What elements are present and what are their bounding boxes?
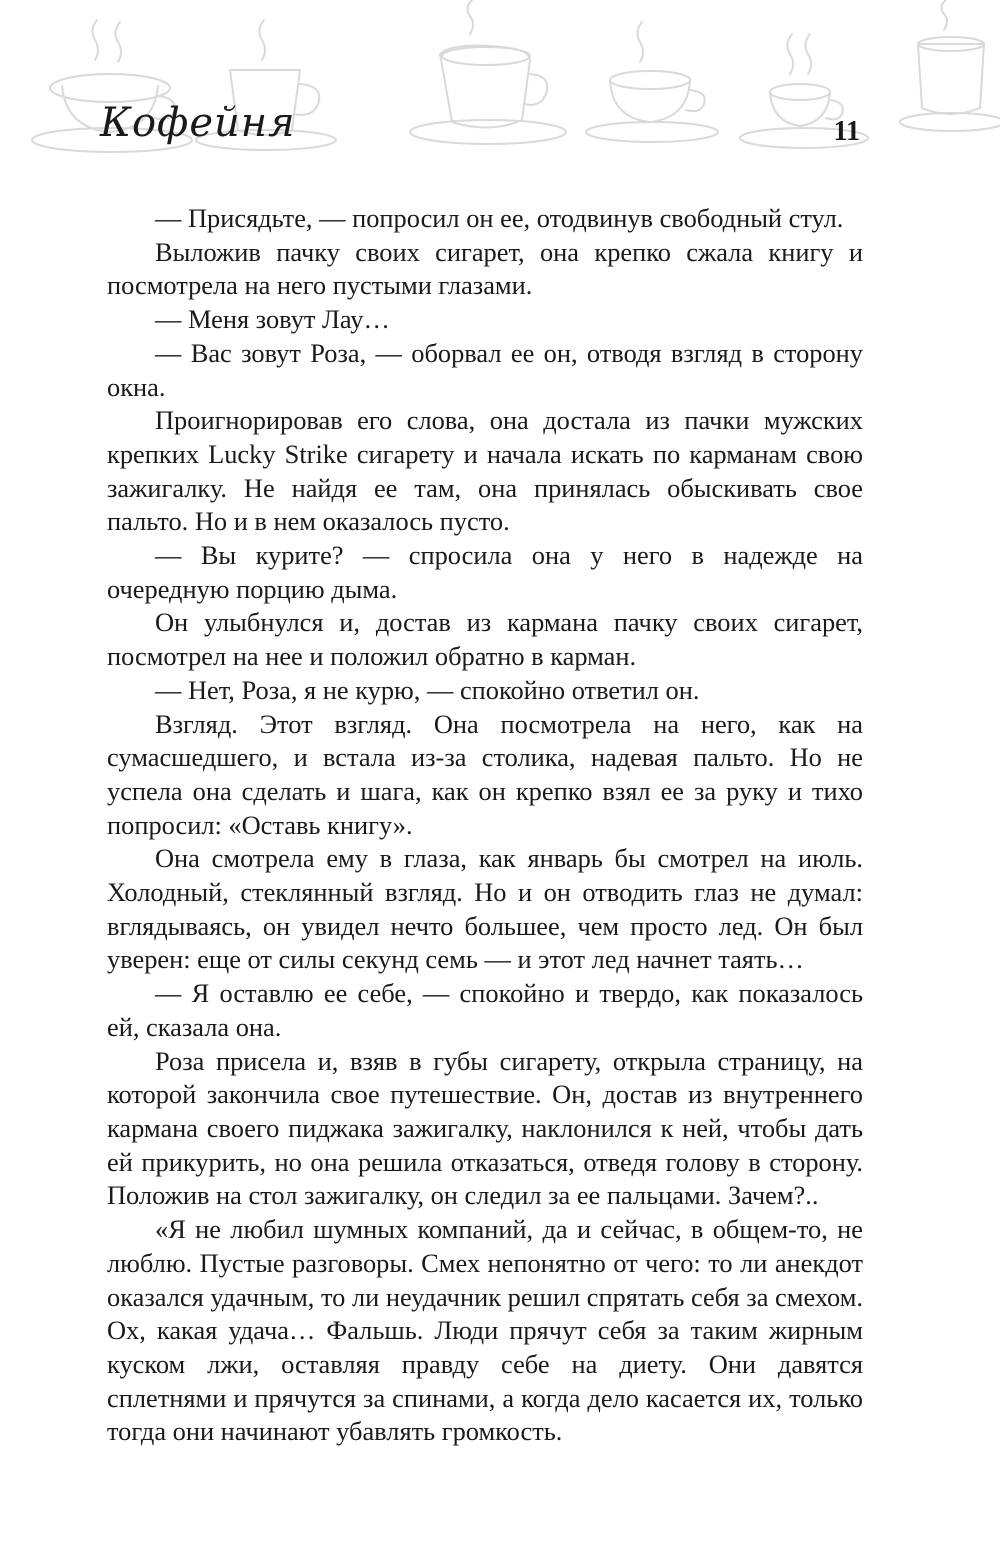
paragraph: — Меня зовут Лау… [155,304,390,335]
paragraph: Роза присела и, взяв в губы сигарету, открыла страницу, на которой закончила свое путешествие. Он, достав из внутреннего кармана своего пиджака зажигалку, наклонился к ней, чтобы дать ей прикурить, но она решила отказаться, отведя голову в сторону. Положив на стол зажигалку, он следил за ее пальцами. Зачем?.. [107,1045,863,1211]
page-number: 11 [833,116,860,147]
paragraph: Он улыбнулся и, достав из кармана пачку своих сигарет, посмотрел на нее и положил обратно в карман. [107,607,863,672]
paragraph: Выложив пачку своих сигарет, она крепко сжала книгу и посмотрела на него пустыми глазами. [107,236,863,301]
paragraph: — Вас зовут Роза, — оборвал ее он, отводя взгляд в сторону окна. [107,337,863,402]
coffee-cup-icon [586,22,718,142]
paragraph: — Вы курите? — спросила она у него в надежде на очередную порцию дыма. [107,540,863,604]
paragraph: — Нет, Роза, я не курю, — спокойно ответил он. [155,674,700,705]
coffee-cup-icon [410,0,566,144]
paragraph: Она смотрела ему в глаза, как январь бы смотрел на июль. Холодный, стеклянный взгляд. Но и он отводить глаз не думал: вглядываясь, он увидел нечто большее, чем просто лед. Он был уверен: еще от силы секунд семь — и этот лед начнет таять… [107,843,863,975]
running-head-title: Кофейня [100,100,296,146]
paragraph: Взгляд. Этот взгляд. Она посмотрела на него, как на сумасшедшего, и встала из-за столика, надевая пальто. Но не успела она сделать и шага, как он крепко взял ее за руку и тихо попросил: «Оставь книгу». [107,708,863,840]
body-text [107,202,863,1449]
paragraph: «Я не любил шумных компаний, да и сейчас, в общем-то, не люблю. Пустые разговоры. Смех непонятно от чего: то ли анекдот оказался удачным, то ли неудачник решил спрятать себя за смехом. Ох, какая удача… Фальшь. Люди прячут себя за таким жирным куском лжи, оставляя правду себе на диету. Они давятся сплетнями и прячутся за спинами, а когда дело касается их, только тогда они начинают убавлять громкость. [107,1214,863,1447]
paragraph: Проигнорировав его слова, она достала из пачки мужских крепких Lucky Strike сигарету и начала искать по карманам свою зажигалку. Не найдя ее там, она принялась обыскивать свое пальто. Но и в нем оказалось пусто. [107,405,863,537]
paragraph: — Я оставлю ее себе, — спокойно и твердо, как показалось ей, сказала она. [107,978,863,1042]
paragraph: — Присядьте, — попросил он ее, отодвинув свободный стул. [155,203,844,233]
coffee-cup-icon [900,0,1000,131]
